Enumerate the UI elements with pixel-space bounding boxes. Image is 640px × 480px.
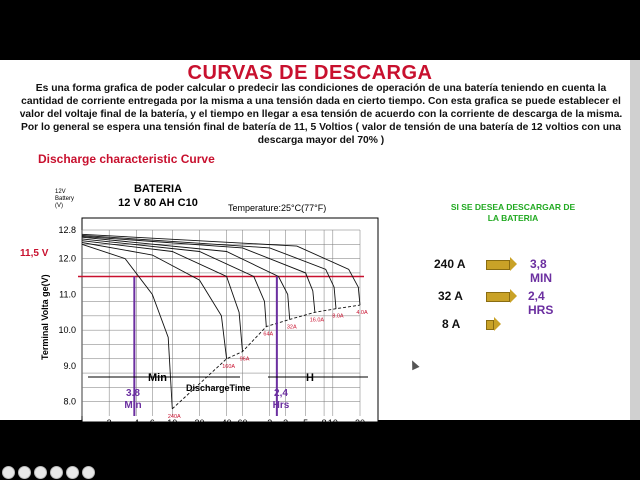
y-unit-line2: Battery [55, 196, 75, 202]
y-tick-label: 9.0 [63, 360, 76, 371]
right-heading-line1: SI SE DESEA DESCARGAR DE [450, 202, 576, 212]
prev-slide-icon[interactable] [2, 466, 15, 479]
marker-h-value: 2,4 [274, 388, 288, 399]
battery-label: BATERIA [133, 183, 183, 195]
x-tick-label: 4 [133, 418, 139, 428]
intro-paragraph: Es una forma grafica de poder calcular o predecir las condiciones de operación de una batería teniendo en cuenta la cantidad de corriente entregada por la misma a una tensión dada en cierto tiempo. Con esta grafica se puede establecer el valor del voltaje final de la batería, y el tiempo en llegar a esa tensión de acuerdo con la corriente de descarga de la misma. Por lo general se espera una tensión final de batería de 11, 5 Voltios ( valor de tensión de una batería de 12 voltios con una descarga mayor del 70% ) [19, 83, 623, 146]
row-current: 240 A [434, 257, 466, 271]
row-result: 2,4 HRS [528, 289, 554, 317]
series-label: 96A [239, 356, 250, 363]
y-unit-line1: 12V [55, 189, 66, 195]
x-tick-label: 60 [237, 418, 248, 428]
x-tick-label: 3 [283, 418, 289, 428]
battery-spec: 12 V 80 AH C10 [118, 197, 198, 209]
x-tick-label: 10 [167, 418, 178, 428]
pen-icon[interactable] [34, 466, 47, 479]
temperature-label: Temperature:25°C(77°F) [228, 203, 327, 213]
x-tick-label: 20 [354, 418, 366, 428]
zoom-icon[interactable] [66, 466, 79, 479]
y-tick-label: 11.0 [59, 289, 76, 300]
x-tick-label: 2 [267, 418, 273, 428]
min-label: Min [148, 372, 167, 384]
y-unit-label [55, 189, 76, 209]
x-axis-label: DischargeTime [186, 383, 251, 393]
x-tick-label: 8 [321, 418, 327, 428]
x-tick-label: 6 [149, 418, 155, 428]
series-label: 32A [286, 324, 297, 331]
row-result: 3,8 MIN [530, 257, 552, 285]
more-icon[interactable] [82, 466, 95, 479]
marker-h-unit: Hrs [272, 400, 290, 411]
arrow-icon [486, 292, 510, 302]
h-label: H [306, 372, 314, 384]
marker-min-label [118, 388, 148, 412]
series-label: 16.0A [309, 317, 325, 324]
x-tick-label: 1 [79, 418, 85, 428]
arrow-icon [486, 260, 510, 270]
y-axis-label: Terminal Volta ge(V) [40, 274, 50, 360]
row-current: 32 A [438, 289, 463, 303]
threshold-label: 11,5 V [20, 248, 49, 259]
x-tick-label: 10 [327, 418, 338, 428]
y-ticks [58, 225, 76, 407]
y-unit-line3: (V) [55, 203, 63, 209]
marker-min-unit: Min [124, 400, 142, 411]
chart-heading: Discharge characteristic Curve [38, 152, 215, 166]
y-tick-label: 10.0 [58, 325, 76, 336]
right-heading-line2: LA BATERIA [487, 213, 539, 223]
x-tick-label: 40 [221, 418, 232, 428]
slide-title: CURVAS DE DESCARGA [187, 62, 433, 84]
y-tick-label: 12.0 [58, 253, 76, 264]
slide [0, 60, 630, 428]
row-current: 8 A [442, 317, 461, 331]
slides-icon[interactable] [50, 466, 63, 479]
series-label: 64A [263, 331, 274, 338]
series-label: 160A [222, 363, 236, 370]
y-tick-label: 12.8 [58, 225, 76, 235]
x-tick-label: 5 [303, 418, 309, 428]
arrow-icon [486, 320, 494, 330]
next-slide-icon[interactable] [18, 466, 31, 479]
scrollbar[interactable] [630, 60, 640, 420]
marker-h-label [266, 388, 296, 412]
presentation-toolbar [2, 466, 95, 478]
x-tick-label: 2 [106, 418, 112, 428]
series-label: 8.0A [332, 313, 344, 320]
discharge-chart [0, 60, 630, 428]
x-tick-label: 20 [194, 418, 205, 428]
series-label: 240A [167, 413, 181, 420]
series-label: 4.0A [356, 310, 368, 317]
right-panel-heading [438, 202, 588, 224]
y-tick-label: 8.0 [63, 396, 76, 407]
marker-min-value: 3.8 [126, 388, 140, 399]
